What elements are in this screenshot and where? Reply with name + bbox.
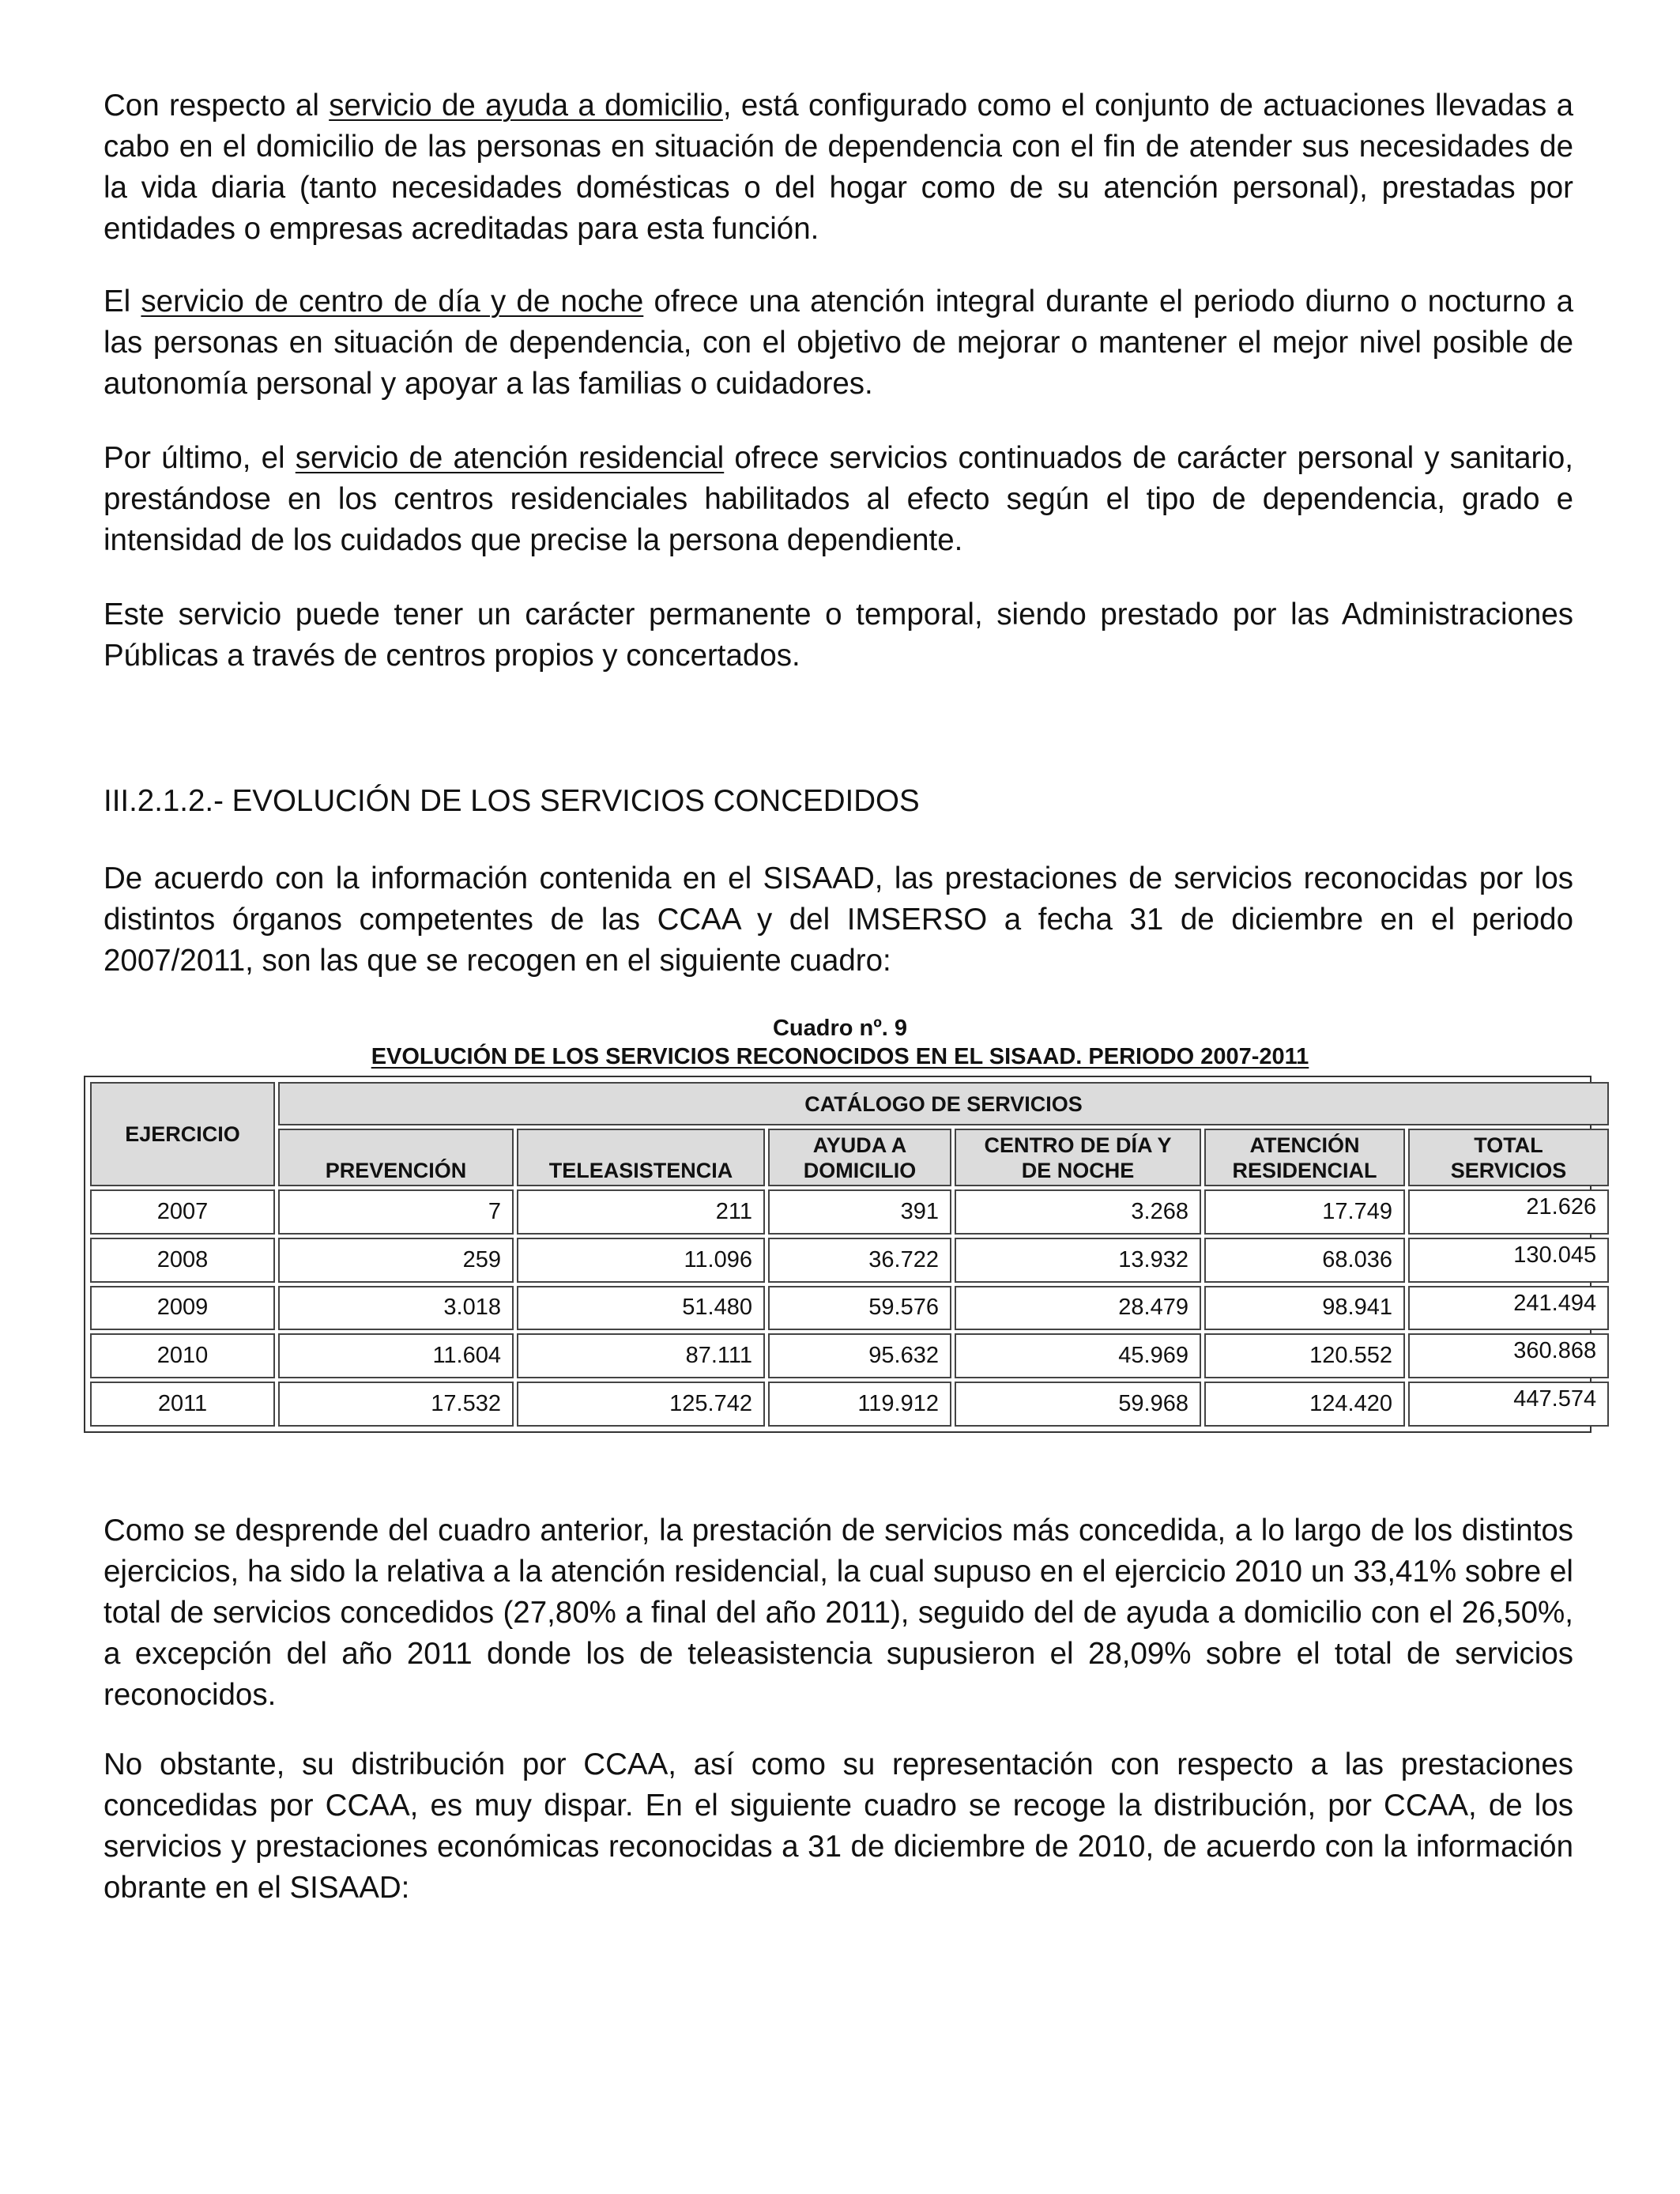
header-column bbox=[955, 1129, 1201, 1186]
section-heading: III.2.1.2.- EVOLUCIÓN DE LOS SERVICIOS CONCEDIDOS bbox=[104, 784, 920, 818]
header-column bbox=[278, 1129, 514, 1186]
services-table bbox=[87, 1079, 1612, 1430]
cell-value: 45.969 bbox=[955, 1333, 1201, 1378]
header-line: ATENCIÓN bbox=[1249, 1133, 1360, 1157]
cell-value: 124.420 bbox=[1204, 1382, 1405, 1427]
term-day-night-center-service: servicio de centro de día y de noche bbox=[141, 285, 644, 319]
paragraph-analysis: Como se desprende del cuadro anterior, la prestación de servicios más concedida, a lo largo de los distintos ejercicios, ha sido la relativa a la atención residencial, la cual supuso en el ejercicio 2010 un 33,41% sobre el total de servicios concedidos (27,80% a final del año 2011), seguido del de ayuda a domicilio con el 26,50%, a excepción del año 2011 donde los de teleasistencia supusieron el 28,09% sobre el total de servicios reconocidos. bbox=[104, 1514, 1573, 1712]
cell-year: 2007 bbox=[90, 1189, 275, 1235]
cell-total: 241.494 bbox=[1408, 1286, 1609, 1331]
header-service-catalog: CATÁLOGO DE SERVICIOS bbox=[278, 1082, 1609, 1125]
table-row bbox=[90, 1238, 1609, 1283]
cell-total: 130.045 bbox=[1408, 1238, 1609, 1283]
header-line: TOTAL bbox=[1474, 1133, 1543, 1157]
header-column bbox=[517, 1129, 765, 1186]
paragraph-text: ofrece una atención integral durante el periodo diurno o nocturno a las personas en situación de dependencia, con el objetivo de mejorar o mantener el mejor nivel posible de autonomía personal y apoyar a las familias o cuidadores. bbox=[104, 285, 1573, 401]
header-column bbox=[768, 1129, 951, 1186]
paragraph-service-character: Este servicio puede tener un carácter permanente o temporal, siendo prestado por las Administraciones Públicas a través de centros propios y concertados. bbox=[104, 598, 1573, 673]
cell-value: 259 bbox=[278, 1238, 514, 1283]
cell-year: 2008 bbox=[90, 1238, 275, 1283]
header-line: AYUDA A bbox=[812, 1133, 907, 1157]
cell-year: 2009 bbox=[90, 1286, 275, 1331]
cell-value: 3.268 bbox=[955, 1189, 1201, 1235]
cell-year: 2011 bbox=[90, 1382, 275, 1427]
cell-year: 2010 bbox=[90, 1333, 275, 1378]
cell-value: 98.941 bbox=[1204, 1286, 1405, 1331]
cell-total: 360.868 bbox=[1408, 1333, 1609, 1378]
table-row bbox=[90, 1382, 1609, 1427]
paragraph-intro-table: De acuerdo con la información contenida en el SISAAD, las prestaciones de servicios reconocidas por los distintos órganos competentes de las CCAA y del IMSERSO a fecha 31 de diciembre en el periodo 2007/2011, son las que se recogen en el siguiente cuadro: bbox=[104, 861, 1573, 978]
header-line: CENTRO DE DÍA Y bbox=[984, 1133, 1172, 1157]
cell-value: 17.749 bbox=[1204, 1189, 1405, 1235]
cell-value: 59.968 bbox=[955, 1382, 1201, 1427]
header-line: RESIDENCIAL bbox=[1232, 1159, 1377, 1182]
cell-value: 13.932 bbox=[955, 1238, 1201, 1283]
header-column bbox=[1204, 1129, 1405, 1186]
paragraph-text: El bbox=[104, 285, 141, 319]
cell-value: 36.722 bbox=[768, 1238, 951, 1283]
cell-value: 120.552 bbox=[1204, 1333, 1405, 1378]
term-residential-care-service: servicio de atención residencial bbox=[295, 441, 725, 475]
header-column bbox=[1408, 1129, 1609, 1186]
table-row bbox=[90, 1333, 1609, 1378]
paragraph-text: Por último, el bbox=[104, 441, 296, 475]
cell-value: 28.479 bbox=[955, 1286, 1201, 1331]
header-line: TELEASISTENCIA bbox=[548, 1159, 733, 1182]
cell-value: 119.912 bbox=[768, 1382, 951, 1427]
cell-value: 11.096 bbox=[517, 1238, 765, 1283]
cell-value: 87.111 bbox=[517, 1333, 765, 1378]
header-year: EJERCICIO bbox=[90, 1082, 275, 1186]
cell-value: 95.632 bbox=[768, 1333, 951, 1378]
cell-value: 3.018 bbox=[278, 1286, 514, 1331]
header-line: DOMICILIO bbox=[803, 1159, 917, 1182]
table-row bbox=[90, 1286, 1609, 1331]
cell-value: 59.576 bbox=[768, 1286, 951, 1331]
term-home-help-service: servicio de ayuda a domicilio bbox=[329, 89, 723, 123]
cell-value: 391 bbox=[768, 1189, 951, 1235]
paragraph-text: Con respecto al bbox=[104, 89, 330, 123]
table-caption bbox=[85, 1014, 1595, 1071]
services-table-frame bbox=[84, 1076, 1597, 1433]
header-line: SERVICIOS bbox=[1450, 1159, 1567, 1182]
paragraph-text: ofrece servicios continuados de carácter personal y sanitario, prestándose en los centros residenciales habilitados al efecto según el tipo de dependencia, grado e intensidad de los cuidados que precise la persona dependiente. bbox=[104, 441, 1573, 557]
cell-value: 211 bbox=[517, 1189, 765, 1235]
cell-value: 11.604 bbox=[278, 1333, 514, 1378]
paragraph-text: , está configurado como el conjunto de actuaciones llevadas a cabo en el domicilio de las personas en situación de dependencia con el fin de atender sus necesidades de la vida diaria (tanto necesidades domésticas o del hogar como de su atención personal), prestadas por entidades o empresas acreditadas para esta función. bbox=[104, 89, 1573, 246]
caption-number: Cuadro nº. 9 bbox=[772, 1016, 908, 1041]
cell-value: 68.036 bbox=[1204, 1238, 1405, 1283]
header-line: PREVENCIÓN bbox=[325, 1159, 467, 1182]
cell-value: 125.742 bbox=[517, 1382, 765, 1427]
cell-value: 7 bbox=[278, 1189, 514, 1235]
table-row bbox=[90, 1189, 1609, 1235]
cell-value: 17.532 bbox=[278, 1382, 514, 1427]
cell-total: 447.574 bbox=[1408, 1382, 1609, 1427]
paragraph-day-night-center bbox=[104, 281, 1573, 405]
paragraph-residential-care bbox=[104, 438, 1573, 561]
header-line: DE NOCHE bbox=[1021, 1159, 1135, 1182]
cell-value: 51.480 bbox=[517, 1286, 765, 1331]
cell-total: 21.626 bbox=[1408, 1189, 1609, 1235]
caption-title: EVOLUCIÓN DE LOS SERVICIOS RECONOCIDOS EN EL SISAAD. PERIODO 2007-2011 bbox=[371, 1044, 1309, 1069]
paragraph-home-help bbox=[104, 85, 1573, 250]
paragraph-distribution: No obstante, su distribución por CCAA, así como su representación con respecto a las prestaciones concedidas por CCAA, es muy dispar. En el siguiente cuadro se recoge la distribución, por CCAA, de los servicios y prestaciones económicas reconocidas a 31 de diciembre de 2010, de acuerdo con la información obrante en el SISAAD: bbox=[104, 1747, 1573, 1905]
